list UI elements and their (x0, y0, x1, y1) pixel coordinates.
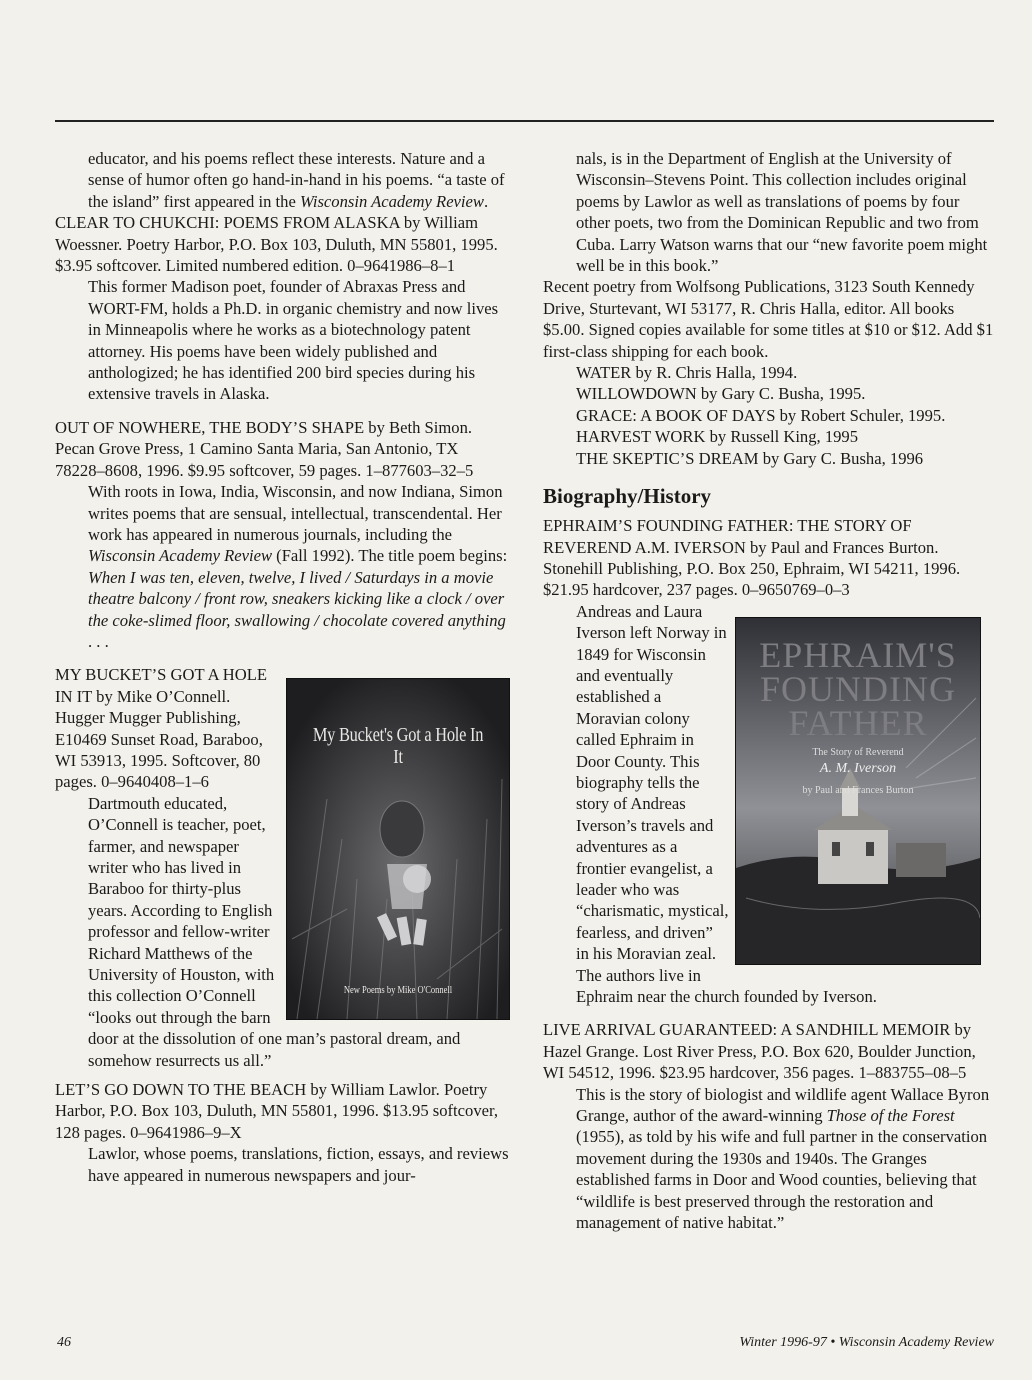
entry-ephraims-founding-father (543, 515, 995, 1007)
list-item: WILLOWDOWN by Gary C. Busha, 1995. (576, 384, 866, 404)
wolfsong-listing (543, 276, 995, 469)
cover-subtitle: New Poems by Mike O'Connell (343, 984, 453, 996)
book-cover-bucket (286, 678, 510, 1020)
entry-heading: EPHRAIM’S FOUNDING FATHER: THE STORY OF REVEREND A.M. IVERSON by Paul and Frances Burton. Stonehill Publishing, P.O. Box 250, Ephraim, WI 54211, 1996. $21.95 hardcover, 237 pages. 0–9650769–0–3 (543, 516, 961, 600)
section-heading-biography-history: Biography/History (543, 484, 712, 509)
entry-my-bucket (55, 664, 510, 1071)
cover-signature: A. M. Iverson (819, 760, 897, 776)
cover-line: The Story of Reverend (812, 746, 904, 758)
entry-heading: CLEAR TO CHUKCHI: POEMS FROM ALASKA by William Woessner. Poetry Harbor, P.O. Box 103, Duluth, MN 55801, 1995. $3.95 softcover. Limited numbered edition. 0–9641986–8–1 (55, 213, 498, 276)
poem-excerpt: When I was ten, eleven, twelve, I lived / Saturdays in a movie theatre balcony / front row, sneakers kicking like a clock / over the coke-slimed floor, swallowing / chocolate covered anything (88, 567, 506, 630)
list-item: GRACE: A BOOK OF DAYS by Robert Schuler, 1995. (576, 405, 946, 425)
wolfsong-book-list (576, 362, 995, 469)
journal-title: Wisconsin Academy Review (299, 191, 484, 211)
entry-live-arrival-guaranteed (543, 1019, 995, 1233)
entry-heading: LET’S GO DOWN TO THE BEACH by William Lawlor. Poetry Harbor, P.O. Box 103, Duluth, MN 55801, 1996. $13.95 softcover, 128 pages. 0–9641986–9–X (55, 1080, 498, 1142)
cover-title: EPHRAIM'S FOUNDING FATHER (759, 634, 957, 743)
list-item: THE SKEPTIC’S DREAM by Gary C. Busha, 1996 (576, 448, 924, 468)
book-cover-ephraim (735, 617, 981, 965)
page-number: 46 (57, 1335, 71, 1350)
beach-continued-paragraph: nals, is in the Department of English at the University of Wisconsin–Stevens Point. This collection includes original poems by Lawlor as well as translations of poems by four other poets, two from the Dominican Republic and two from Cuba. Larry Watson warns that our “new favorite poem might well be in this book.” (576, 149, 988, 276)
entry-description: This is the story of biologist and wildlife agent Wallace Byron Grange, author of the award-winning Those of the Forest (1955), as told by his wife and full partner in the conservation movement during the 1930s and 1940s. The Granges established farms in Door and Wood counties, believing that “wildlife is best preserved through the restoration and management of native habitat.” (576, 1084, 990, 1233)
entry-heading: LIVE ARRIVAL GUARANTEED: A SANDHILL MEMOIR by Hazel Grange. Lost River Press, P.O. Box 620, Boulder Junction, WI 54512, 1996. $23.95 hardcover, 356 pages. 1–883755–08–5 (543, 1020, 976, 1083)
right-column (543, 148, 995, 1246)
cover-title: My Bucket's Got a Hole In It (312, 724, 484, 768)
entry-description: Dartmouth educated, O’Connell is teacher, poet, farmer, and newspaper writer who has lived in Baraboo for thirty-plus years. According to English professor and fellow-writer Richard Matthews of the University of Houston, with this collection O’Connell “looks out through the barn door at the dissolution of one man’s pastoral dream, and somehow resurrects us all.” (88, 793, 461, 1070)
left-column (55, 148, 510, 1198)
entry-clear-to-chukchi (55, 212, 510, 405)
entry-description: Andreas and Laura Iverson left Norway in 1849 for Wisconsin and eventually established a Moravian colony called Ephraim in Door County. This biography tells the story of Andreas Iverson’s travels and adventures as a frontier evangelist, a leader who was “charismatic, mystical, fearless, and driven” in his Moravian zeal. The authors live in Ephraim near the church founded by Iverson. (576, 601, 877, 1007)
intro-paragraph: educator, and his poems reflect these interests. Nature and a sense of humor often go hand-in-hand in his poems. “a taste of the island” first appeared in the Wisconsin Academy Review. (88, 149, 505, 211)
book-title: Those of the Forest (826, 1106, 955, 1126)
top-rule (55, 120, 994, 122)
list-item: HARVEST WORK by Russell King, 1995 (576, 427, 859, 447)
entry-description: Lawlor, whose poems, translations, fiction, essays, and reviews have appeared in numerous newspapers and jour- (88, 1144, 509, 1185)
entry-description: With roots in Iowa, India, Wisconsin, and now Indiana, Simon writes poems that are sensual, intellectual, transcendental. Her work has appeared in numerous journals, including the Wisconsin Academy Review (Fall 1992). The title poem begins: When I was ten, eleven, twelve, I lived / Saturdays in a movie theatre balcony / front row, sneakers kicking like a clock / over the coke-slimed floor, swallowing / chocolate covered anything . . . (88, 482, 508, 651)
cover-author: by Paul and Frances Burton (802, 784, 914, 796)
entry-description: This former Madison poet, founder of Abraxas Press and WORT-FM, holds a Ph.D. in organic chemistry and now lives in Minneapolis where he works as a biotechnology patent attorney. His poems have been widely published and anthologized; he has identified 200 bird species during his extensive travels in Alaska. (88, 277, 499, 404)
list-item: WATER by R. Chris Halla, 1994. (576, 363, 798, 383)
entry-out-of-nowhere (55, 417, 510, 652)
entry-heading: MY BUCKET’S GOT A HOLE IN IT by Mike O’Connell. Hugger Mugger Publishing, E10469 Sunset Road, Baraboo, WI 53913, 1995. Softcover, 80 pages. 0–9640408–1–6 (55, 665, 268, 792)
wolfsong-intro: Recent poetry from Wolfsong Publications, 3123 South Kennedy Drive, Sturtevant, WI 53177, R. Chris Halla, editor. All books $5.00. Signed copies available for some titles at $10 or $12. Add $1 first-class shipping for each book. (543, 277, 994, 361)
running-footer: Winter 1996-97 • Wisconsin Academy Review (739, 1335, 994, 1350)
entry-lets-go-down-to-the-beach (55, 1079, 510, 1186)
entry-heading: OUT OF NOWHERE, THE BODY’S SHAPE by Beth Simon. Pecan Grove Press, 1 Camino Santa Maria, San Antonio, TX 78228–8608, 1996. $9.95 softcover, 59 pages. 1–877603–32–5 (55, 417, 474, 480)
